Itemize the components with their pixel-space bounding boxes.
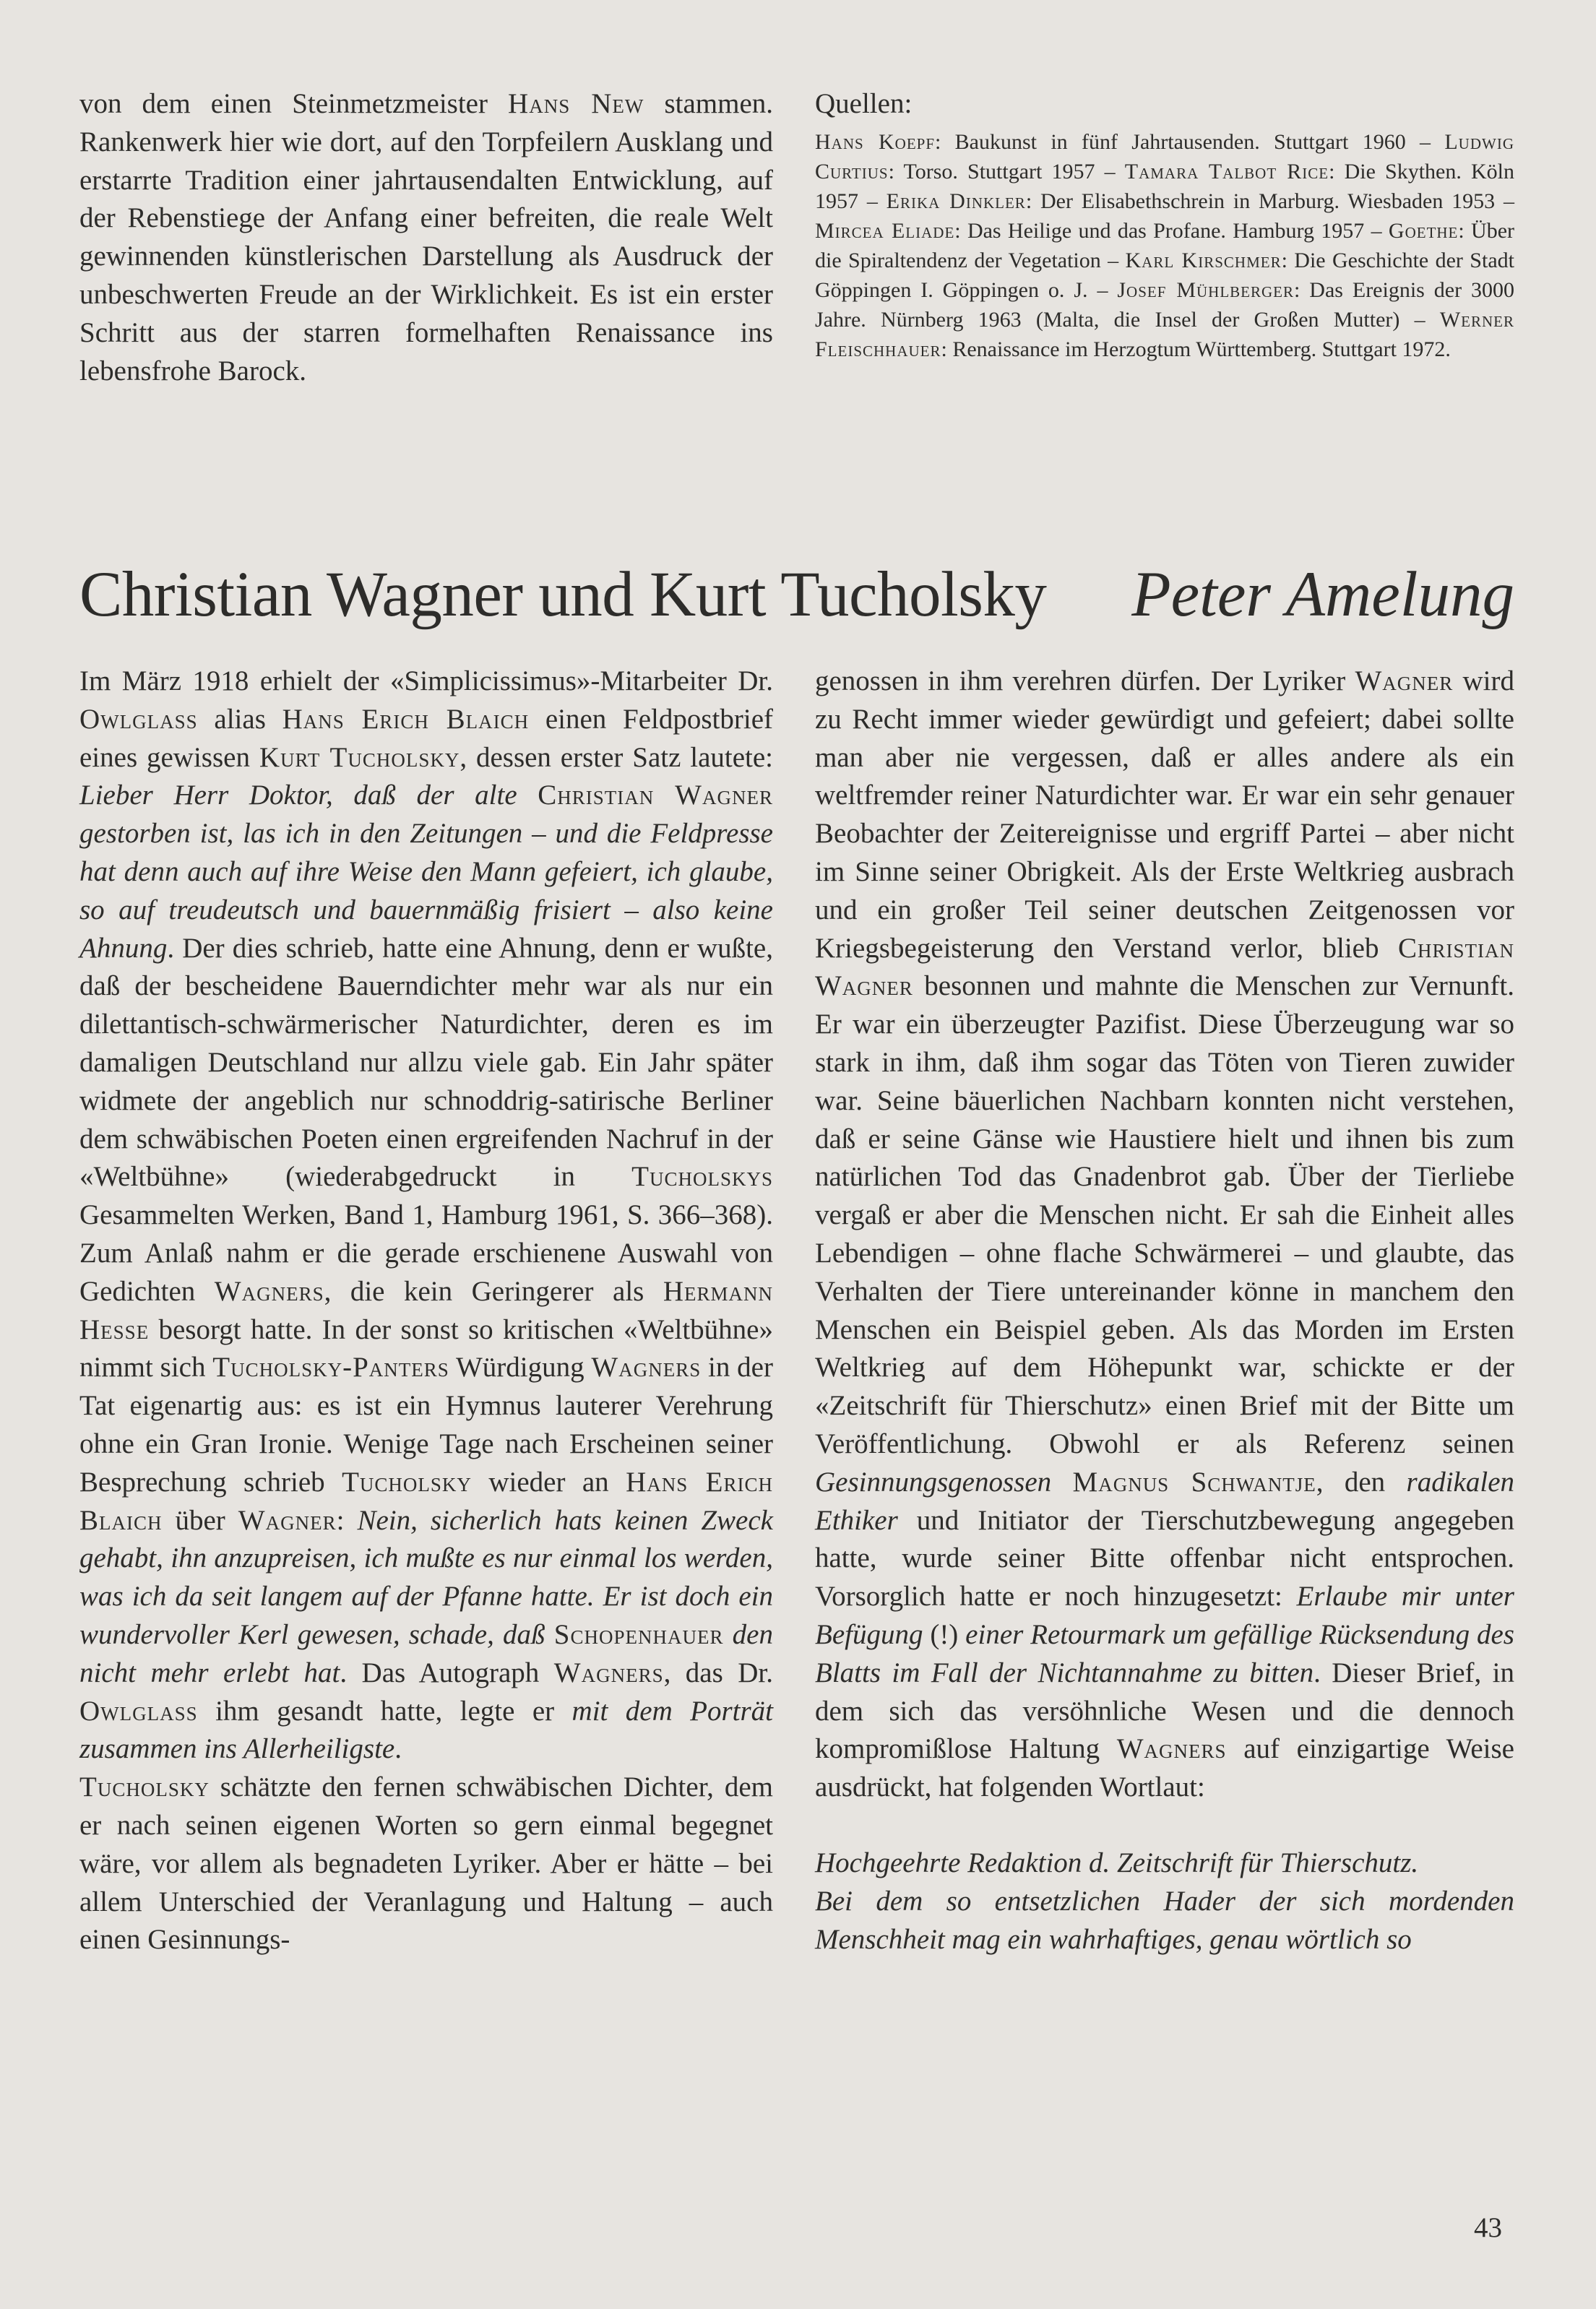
continued-article-column [79,85,773,390]
text-run: : [336,1504,358,1536]
name-smallcaps: Magnus Schwantje [1072,1466,1316,1498]
sources-list [815,127,1514,364]
name-smallcaps: Hans New [508,88,644,119]
text-run: besorgt hatte. In der sonst so kritischen «Weltbühne» nimmt sich [79,1313,773,1384]
text-run: in der Tat eigenartig aus: es ist ein Hymnus lauterer Verehrung ohne ein Gran Ironie. Wenige Tage nach Erscheinen seiner Besprechung schrieb [79,1352,773,1498]
text-run: , das Dr. [663,1657,773,1688]
sources-heading: Quellen: [815,88,913,119]
name-smallcaps: Owlglass [79,703,198,735]
text-run: . Dieser Brief, in dem sich das versöhnliche Wesen und die dennoch kompromißlose Haltung [815,1657,1514,1765]
article-author: Peter Amelung [1131,559,1514,630]
name-smallcaps: Hans Erich Blaich [282,703,530,735]
name-smallcaps: Tucholsky [342,1466,472,1498]
letter-salutation: Hochgeehrte Redaktion d. Zeitschrift für Thierschutz. [815,1847,1419,1878]
continued-paragraph [79,85,773,390]
text-run: Im März 1918 erhielt der «Simplicissimus»-Mitarbeiter Dr. [79,665,773,696]
page-number: 43 [1474,2212,1502,2243]
name-smallcaps: Wagners [553,1657,664,1688]
text-run: : Baukunst in fünf Jahrtausenden. Stuttgart 1960 – [935,130,1445,154]
text-run: ihm gesandt hatte, legte er [197,1695,572,1727]
text-run: : Die Skythen. Köln 1957 – [815,160,1514,213]
name-smallcaps: Karl Kirschmer [1125,249,1282,272]
text-run: wieder an [471,1466,626,1498]
name-smallcaps: Hans Erich Blaich [79,1466,773,1536]
name-smallcaps: Erika Dinkler [886,189,1026,213]
text-run: genossen in ihm verehren dürfen. Der Lyriker [815,665,1355,696]
text-run: einen Feldpostbrief eines gewissen [79,703,773,773]
name-smallcaps: Wagner [1355,665,1454,696]
text-run: von dem einen Steinmetzmeister [79,88,509,119]
article-title: Christian Wagner und Kurt Tucholsky [79,559,1047,630]
letter-text: Bei dem so entsetzlichen Hader der sich mordenden Menschheit mag ein wahrhaftiges, genau wörtlich so [815,1885,1514,1955]
text-run: besonnen und mahnte die Menschen zur Vernunft. Er war ein überzeugter Pazifist. Diese Überzeugung war so stark in ihm, daß ihm sogar das Töten von Tieren zuwider war. Seine bäuerlichen Nachbarn konnten nicht verstehen, daß er seine Gänse wie Haustiere hielt und ihnen bis zum natürlichen Tod das Gnadenbrot gab. Über der Tierliebe vergaß er aber die Menschen nicht. Er sah die Einheit alles Lebendigen – ohne flache Schwärmerei – und glaubte, das Verhalten der Tiere untereinander könne in manchem den Menschen ein Beispiel geben. Als das Morden im Ersten Weltkrieg auf dem Höhepunkt war, schickte er der «Zeitschrift für Thierschutz» einen Brief mit der Bitte um Veröffentlichung. Obwohl er als Referenz seinen [815,970,1514,1459]
text-run [1051,1467,1072,1498]
article-right-column [815,663,1514,1959]
article-header [79,555,1514,634]
text-run: . Der dies schrieb, hatte eine Ahnung, denn er wußte, daß der bescheidene Bauerndichter mehr war als nur ein dilettantisch-schwärmerischer Naturdichter, deren es im damaligen Deutschland nur allzu viele gab. Ein Jahr später widmete der angeblich nur schnoddrig-satirische Berliner dem schwäbischen Poeten einen ergreifenden Nachruf in der «Weltbühne» (wiederabgedruckt in [79,932,773,1193]
name-smallcaps: Wagners [591,1352,702,1384]
name-smallcaps: Christian Wagner [815,932,1514,1002]
text-run: stammen. Rankenwerk hier wie dort, auf den Torpfeilern Ausklang und erstarrte Tradition einer jahrtausendalten Entwicklung, auf der Rebenstiege der Anfang einer befreiten, die reale Welt gewinnenden künstlerischen Darstellung als Ausdruck der unbeschwerten Freude an der Wirklichkeit. Es ist ein erster Schritt aus der starren formelhaften Renaissance ins lebensfrohe Barock. [79,88,774,387]
name-smallcaps: Owlglass [79,1695,198,1727]
name-smallcaps: Tucholsky-Panters [212,1352,449,1384]
name-smallcaps: Tamara Talbot Rice [1124,160,1329,184]
name-smallcaps: Ludwig Curtius [815,130,1514,184]
sources-block [815,85,1514,364]
name-smallcaps: Schopenhauer [553,1618,724,1650]
article-paragraph [815,663,1514,1807]
text-run: : Das Heilige und das Profane. Hamburg 1957 – [954,219,1389,243]
name-smallcaps: Werner Fleischhauer [815,308,1514,361]
text-run: Gesammelten Werken, Band 1, Hamburg 1961, S. 366–368). Zum Anlaß nahm er die gerade erschienene Auswahl von Gedichten [79,1199,773,1307]
text-run: schätzte den fernen schwäbischen Dichter, dem er nach seinen eigenen Worten so gern einmal begegnet wäre, vor allem als begnadeten Lyriker. Aber er hätte – bei allem Unterschied der Veranlagung und Haltung – auch einen Gesinnungs- [79,1771,773,1956]
article-paragraph [79,1769,773,1959]
text-run: auf einzigartige Weise ausdrückt, hat folgenden Wortlaut: [815,1733,1514,1803]
text-run: : Torso. Stuttgart 1957 – [888,160,1125,184]
article-paragraph [79,663,773,1769]
text-run: : Die Geschichte der Stadt Göppingen I. Göppingen o. J. – [815,249,1514,302]
name-smallcaps: Mircea Eliade [815,219,955,243]
name-smallcaps: Hans Koepf [815,130,936,154]
article-left-column [79,663,773,1959]
text-run: . Das Autograph [340,1657,554,1688]
text-run: . [394,1733,402,1765]
name-smallcaps: Hermann Hesse [79,1275,773,1345]
quoted-italic: einer Retourmark um gefällige Rücksendung des Blatts im Fall der Nichtannahme zu bitten [815,1618,1514,1688]
text-run: : Renaissance im Herzogtum Württemberg. Stuttgart 1972. [941,337,1451,361]
name-smallcaps: Goethe [1388,219,1459,243]
name-smallcaps: Wagners [1116,1733,1227,1765]
text-run: : Über die Spiraltendenz der Vegetation – [815,219,1515,272]
text-run: : Das Ereignis der 3000 Jahre. Nürnberg 1963 (Malta, die Insel der Großen Mutter) – [815,278,1515,332]
text-run: : Der Elisabethschrein in Marburg. Wiesbaden 1953 – [1025,189,1514,213]
name-smallcaps: Kurt Tucholsky [259,741,460,773]
quoted-italic: Gesinnungsgenossen [815,1466,1052,1498]
text-run: und Initiator der Tierschutzbewegung angegeben hatte, wurde seiner Bitte offenbar nicht entsprochen. Vorsorglich hatte er noch hinzugesetzt: [815,1504,1514,1613]
text-run: wird zu Recht immer wieder gewürdigt und gefeiert; dabei sollte man aber nie vergessen, daß er alles andere als ein weltfremder reiner Naturdichter war. Er war ein sehr genauer Beobachter der Zeitereignisse und ergriff Partei – aber nicht im Sinne seiner Obrigkeit. Als der Erste Weltkrieg ausbrach und ein großer Teil seiner deutschen Zeitgenossen vor Kriegsbegeisterung den Verstand verlor, blieb [815,665,1514,964]
quoted-italic: radikalen Ethiker [815,1466,1515,1536]
name-smallcaps: Tucholsky [79,1771,210,1803]
name-smallcaps: Wagners [214,1275,324,1307]
name-smallcaps: Tucholskys [631,1161,773,1193]
letter-spacer [815,1807,1514,1844]
quoted-italic: gestorben ist, las ich in den Zeitungen – und die Feldpresse hat denn auch auf ihre Weise den Mann gefeiert, ich glaube, so auf treudeutsch und bauernmäßig frisiert – also keine Ahnung [79,818,773,964]
text-run: , die kein Geringerer als [324,1275,663,1307]
quoted-italic: mit dem Porträt zusammen ins Allerheiligste [79,1695,773,1765]
text-run: Würdigung [449,1352,592,1384]
quoted-italic: Nein, sicherlich hats keinen Zweck gehabt, ihn anzupreisen, ich mußte es nur einmal los werden, was ich da seit langem auf der Pfanne hatte. Er ist doch ein wundervoller Kerl gewesen, schade, daß [79,1504,773,1650]
name-smallcaps: Wagner [238,1504,337,1536]
name-smallcaps: Christian Wagner [538,780,773,811]
text-run: (!) [923,1618,966,1650]
text-run: alias [197,703,282,735]
text-run: über [162,1504,238,1536]
quoted-italic: den nicht mehr erlebt hat [79,1618,773,1688]
quoted-italic: Erlaube mir unter Befügung [815,1581,1514,1650]
text-run: , den [1316,1466,1407,1498]
name-smallcaps: Josef Mühlberger [1117,278,1295,302]
text-run: , dessen erster Satz lautete: [460,741,774,773]
quoted-italic: Lieber Herr Doktor, daß der alte [79,780,538,811]
